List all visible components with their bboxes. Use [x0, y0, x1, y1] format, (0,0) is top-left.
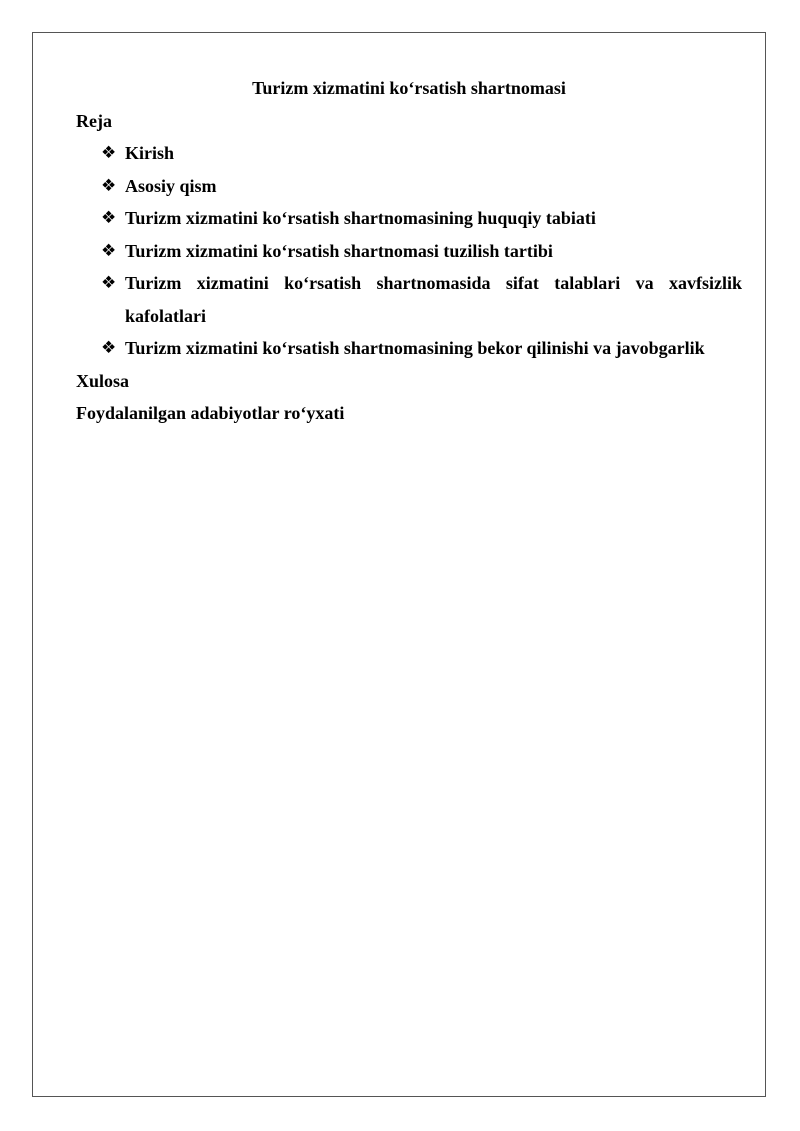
diamond-bullet-icon: ❖: [101, 273, 117, 293]
list-item: [101, 170, 742, 203]
list-item-label: Turizm xizmatini ko‘rsatish shartnomasining huquqiy tabiati: [125, 208, 596, 228]
list-item: [101, 332, 742, 365]
diamond-bullet-icon: ❖: [101, 240, 117, 261]
list-item-label: Turizm xizmatini ko‘rsatish shartnomasida sifat talablari va xavfsizlik kafolatlari: [125, 273, 742, 326]
list-item: [101, 267, 742, 332]
list-item-label: Turizm xizmatini ko‘rsatish shartnomasining bekor qilinishi va javobgarlik: [125, 338, 705, 358]
references-heading: Foydalanilgan adabiyotlar ro‘yxati: [76, 403, 345, 423]
diamond-bullet-icon: ❖: [101, 143, 117, 163]
document-body: [76, 72, 742, 430]
list-item-label: Kirish: [125, 143, 175, 163]
diamond-bullet-icon: ❖: [101, 338, 117, 358]
plan-list: [76, 137, 742, 365]
list-item: [101, 202, 742, 235]
list-item: [101, 137, 742, 170]
conclusion-heading: Xulosa: [76, 370, 130, 391]
diamond-bullet-icon: ❖: [101, 208, 117, 228]
document-title: Turizm xizmatini ko‘rsatish shartnomasi: [252, 78, 566, 98]
list-item-label: Turizm xizmatini ko‘rsatish shartnomasi tuzilish tartibi: [125, 240, 553, 261]
diamond-bullet-icon: ❖: [101, 175, 117, 196]
list-item: [101, 235, 742, 268]
plan-heading: Reja: [76, 110, 112, 131]
list-item-label: Asosiy qism: [125, 175, 217, 196]
